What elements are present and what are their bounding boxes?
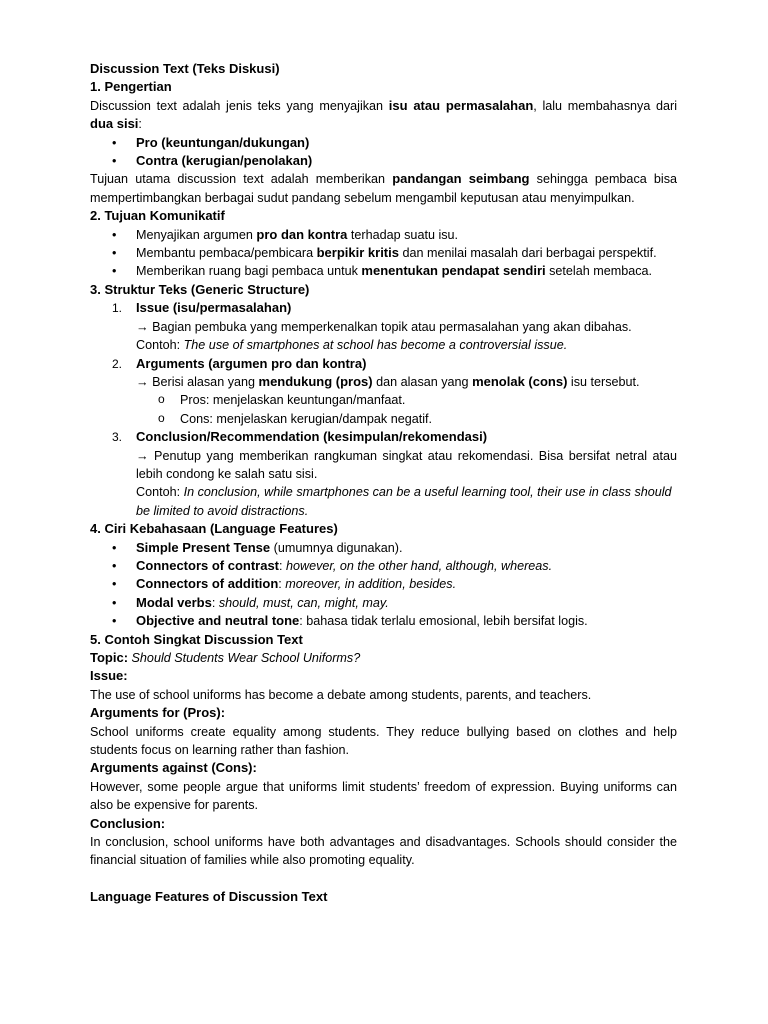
conclusion-text: In conclusion, school uniforms have both advantages and disadvantages. Schools should consider the financial situation of families while also promoting equality. bbox=[90, 835, 677, 868]
text-run: dan menilai masalah dari berbagai perspektif. bbox=[398, 246, 657, 261]
bold-term: Contra (kerugian/penolakan) bbox=[136, 153, 313, 169]
list-item-example bbox=[90, 483, 677, 520]
text-run: (umumnya digunakan). bbox=[270, 540, 403, 555]
list-item bbox=[90, 299, 677, 317]
bold-term: isu atau permasalahan bbox=[388, 97, 534, 113]
issue-label: Issue: bbox=[90, 668, 128, 684]
cons-label: Arguments against (Cons): bbox=[90, 760, 257, 776]
section-heading-tujuan: 2. Tujuan Komunikatif bbox=[90, 208, 225, 224]
text-run: terhadap suatu isu. bbox=[347, 227, 459, 242]
list-item bbox=[90, 262, 677, 280]
text-run: Membantu pembaca/pembicara bbox=[136, 246, 317, 261]
list-item bbox=[90, 428, 677, 446]
bold-term: Connectors of addition bbox=[136, 576, 279, 592]
list-item bbox=[90, 152, 677, 170]
paragraph-purpose bbox=[90, 170, 677, 207]
text-run: → Berisi alasan yang bbox=[136, 374, 259, 389]
bold-term: menentukan pendapat sendiri bbox=[361, 263, 546, 279]
italic-example: however, on the other hand, although, whereas. bbox=[286, 558, 553, 573]
section-heading-contoh: 5. Contoh Singkat Discussion Text bbox=[90, 631, 303, 647]
text-run: Pros: menjelaskan keuntungan/manfaat. bbox=[180, 393, 406, 408]
list-number: 3. bbox=[112, 430, 123, 445]
document-title: Discussion Text (Teks Diskusi) bbox=[90, 61, 280, 76]
italic-example: The use of smartphones at school has become a controversial issue. bbox=[183, 338, 568, 353]
topic-line bbox=[90, 649, 677, 667]
pros-text: School uniforms create equality among students. They reduce bullying based on clothes and help students focus on learning rather than fashion. bbox=[90, 724, 677, 758]
list-item bbox=[90, 557, 677, 575]
italic-example: Should Students Wear School Uniforms? bbox=[128, 651, 361, 665]
list-item-example bbox=[90, 336, 677, 354]
list-item-description bbox=[90, 318, 677, 336]
text-run: : bbox=[279, 558, 287, 573]
text-run: Discussion text adalah jenis teks yang menyajikan bbox=[90, 98, 389, 113]
footer-heading: Language Features of Discussion Text bbox=[90, 888, 328, 904]
document-page bbox=[90, 60, 677, 906]
bold-term: Issue (isu/permasalahan) bbox=[136, 300, 292, 316]
bold-term: pro dan kontra bbox=[256, 226, 348, 242]
list-number: 1. bbox=[112, 301, 123, 316]
bold-term: Objective and neutral tone bbox=[136, 613, 300, 629]
text-run: setelah membaca. bbox=[545, 264, 653, 279]
bullet-list-goals bbox=[90, 226, 677, 281]
text-run: Cons: menjelaskan kerugian/dampak negatif. bbox=[180, 411, 433, 426]
list-item bbox=[90, 594, 677, 612]
text-run: dan alasan yang bbox=[372, 374, 473, 389]
text-run: isu tersebut. bbox=[567, 374, 640, 389]
text-run: : bahasa tidak terlalu emosional, lebih bersifat logis. bbox=[299, 614, 588, 629]
paragraph-definition bbox=[90, 97, 677, 134]
bold-term: Simple Present Tense bbox=[136, 539, 271, 555]
section-heading-ciri: 4. Ciri Kebahasaan (Language Features) bbox=[90, 521, 338, 537]
text-run: → Penutup yang memberikan rangkuman singkat atau rekomendasi. Bisa bersifat netral atau lebih condong ke salah satu sisi. bbox=[136, 448, 677, 481]
bold-term: Arguments (argumen pro dan kontra) bbox=[136, 355, 367, 371]
text-run: Tujuan utama discussion text adalah memberikan bbox=[90, 172, 393, 187]
list-item-description bbox=[90, 373, 677, 391]
text-run: Contoh: bbox=[136, 485, 184, 500]
pros-label: Arguments for (Pros): bbox=[90, 705, 226, 721]
list-item bbox=[90, 575, 677, 593]
issue-text: The use of school uniforms has become a debate among students, parents, and teachers. bbox=[90, 687, 592, 702]
bold-term: Topic: bbox=[90, 650, 129, 665]
text-run: Contoh: bbox=[136, 338, 184, 353]
bold-term: Conclusion/Recommendation (kesimpulan/rekomendasi) bbox=[136, 429, 488, 445]
text-run: : bbox=[211, 595, 219, 610]
italic-example: moreover, in addition, besides. bbox=[285, 577, 457, 592]
list-item bbox=[90, 355, 677, 373]
spacer bbox=[90, 870, 677, 888]
bold-term: berpikir kritis bbox=[316, 245, 399, 261]
list-item bbox=[90, 134, 677, 152]
text-run: Menyajikan argumen bbox=[136, 227, 257, 242]
list-number: 2. bbox=[112, 356, 123, 371]
list-item bbox=[90, 244, 677, 262]
section-heading-struktur: 3. Struktur Teks (Generic Structure) bbox=[90, 281, 310, 297]
list-item bbox=[90, 539, 677, 557]
text-run: , lalu membahasnya dari bbox=[533, 98, 678, 113]
bullet-list-sides bbox=[90, 134, 677, 171]
cons-text: However, some people argue that uniforms limit students’ freedom of expression. Buying uniforms can also be expensive for parents. bbox=[90, 779, 677, 813]
text-run: : bbox=[278, 577, 286, 592]
bold-term: mendukung (pros) bbox=[258, 373, 373, 389]
italic-example: In conclusion, while smartphones can be a useful learning tool, their use in class should be limited to avoid distractions. bbox=[136, 485, 672, 518]
text-run: Memberikan ruang bagi pembaca untuk bbox=[136, 264, 362, 279]
bold-term: Pro (keuntungan/dukungan) bbox=[136, 134, 310, 150]
bold-term: Connectors of contrast bbox=[136, 557, 280, 573]
italic-example: should, must, can, might, may. bbox=[218, 595, 389, 610]
text-run: → Bagian pembuka yang memperkenalkan topik atau permasalahan yang akan dibahas. bbox=[136, 319, 632, 334]
bold-term: menolak (cons) bbox=[472, 373, 568, 389]
section-heading-pengertian: 1. Pengertian bbox=[90, 79, 172, 95]
bold-term: dua sisi bbox=[90, 116, 139, 132]
bullet-list-features bbox=[90, 539, 677, 631]
text-run: sehingga pembaca bisa mempertimbangkan berbagai sudut pandang sebelum mengambil keputusan atau menyimpulkan. bbox=[90, 172, 678, 205]
text-run: : bbox=[138, 117, 142, 132]
sub-list-item bbox=[90, 391, 677, 409]
sub-list-item bbox=[90, 410, 677, 428]
numbered-list-structure bbox=[90, 299, 677, 520]
list-item-description bbox=[90, 447, 677, 484]
bold-term: Modal verbs bbox=[136, 594, 212, 610]
list-item bbox=[90, 612, 677, 630]
conclusion-label: Conclusion: bbox=[90, 815, 166, 831]
bold-term: pandangan seimbang bbox=[392, 171, 530, 187]
list-item bbox=[90, 226, 677, 244]
